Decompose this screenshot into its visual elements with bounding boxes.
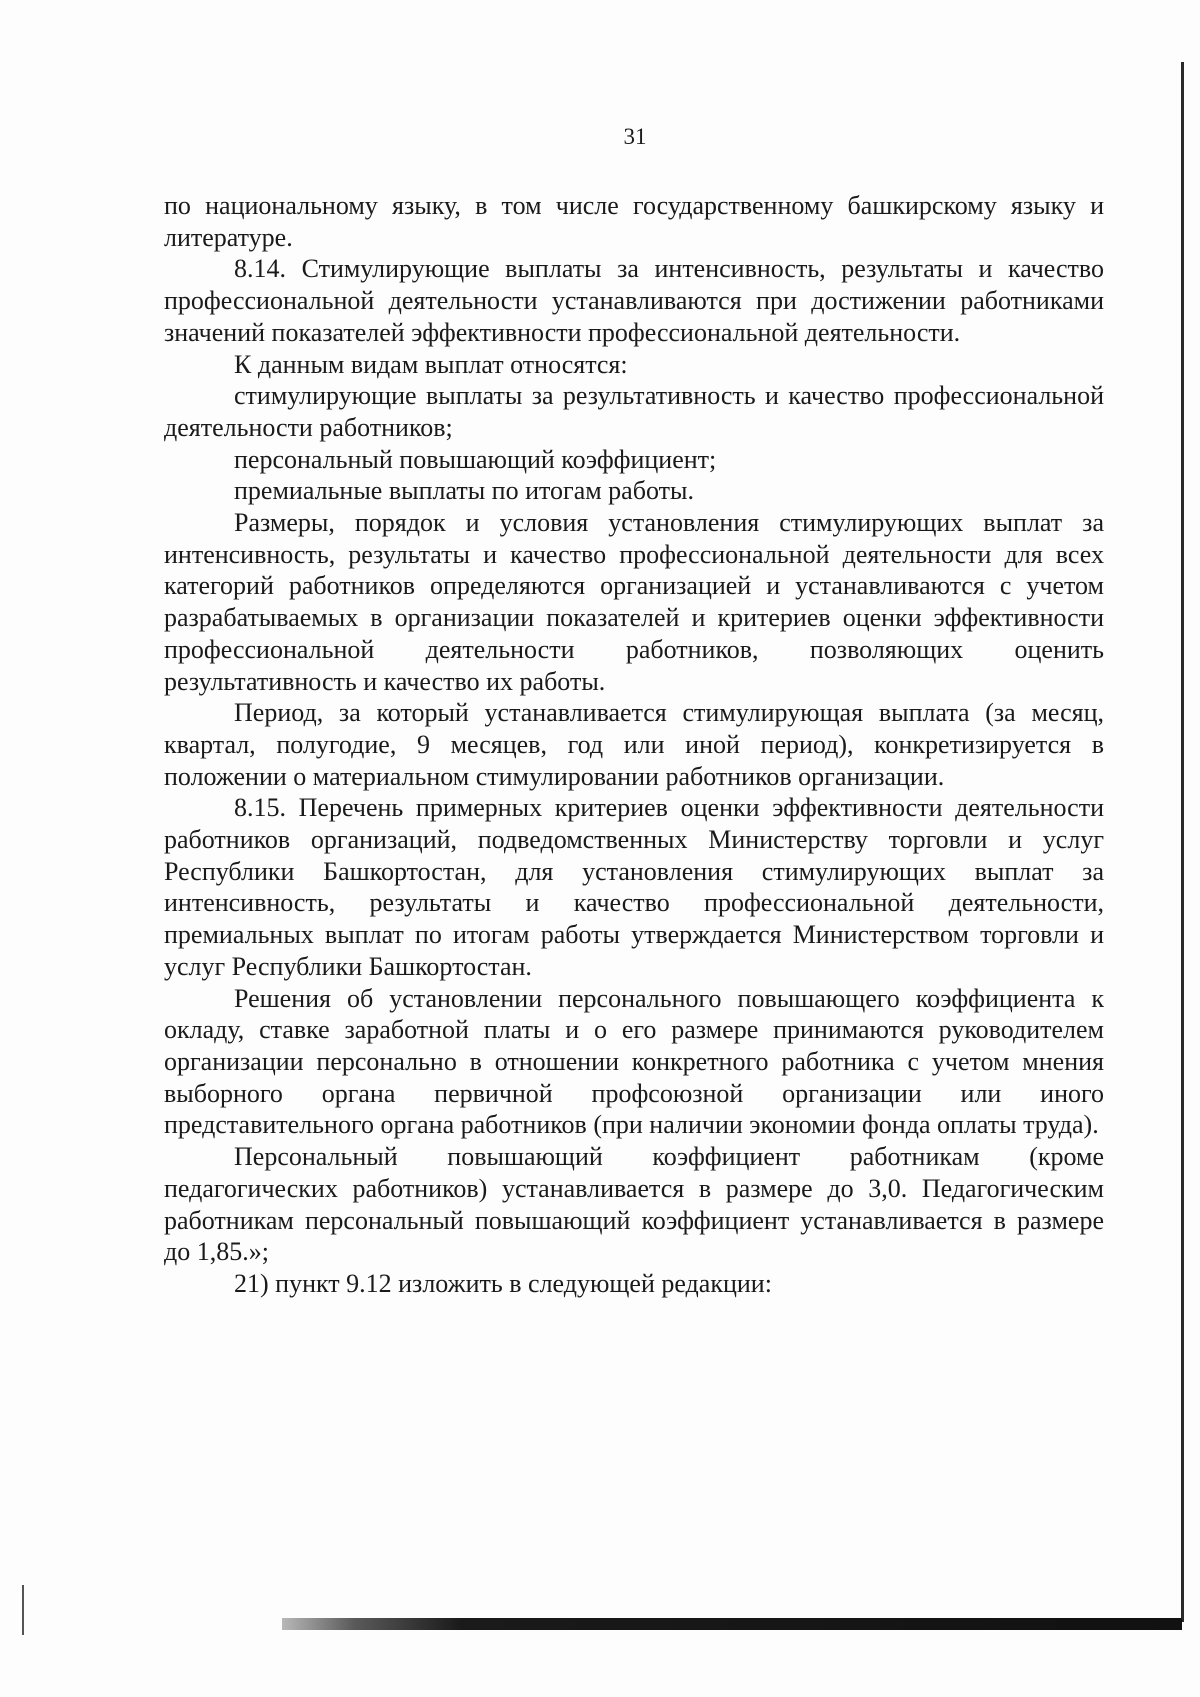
paragraph: Персональный повышающий коэффициент работникам (кроме педагогических работников) устанавливается в размере до 3,0. Педагогическим работникам персональный повышающий коэффициент устанавливается в размере до 1,85.»; [164,1142,1104,1267]
document-body [164,190,1104,1300]
paragraph: 8.14. Стимулирующие выплаты за интенсивность, результаты и качество профессиональной деятельности устанавливаются при достижении работниками значений показателей эффективности профессиональной деятельности. [164,254,1104,347]
paragraph: К данным видам выплат относятся: [234,349,628,379]
paragraph: Решения об установлении персонального повышающего коэффициента к окладу, ставке заработной платы и о его размере принимаются руководителем организации персонально в отношении конкретного работника с учетом мнения выборного органа первичной профсоюзной организации или иного представительного органа работников (при наличии экономии фонда оплаты труда). [164,983,1104,1140]
scan-edge-left [22,1585,24,1635]
paragraph: персональный повышающий коэффициент; [234,444,717,474]
paragraph: Размеры, порядок и условия установления стимулирующих выплат за интенсивность, результаты и качество профессиональной деятельности для всех категорий работников определяются организацией и устанавливаются с учетом разрабатываемых в организации показателей и критериев оценки эффективности профессиональной деятельности работников, позволяющих оценить результативность и качество их работы. [164,508,1104,696]
paragraph: Период, за который устанавливается стимулирующая выплата (за месяц, квартал, полугодие, 9 месяцев, год или иной период), конкретизируется в положении о материальном стимулировании работников организации. [164,698,1104,791]
paragraph: 21) пункт 9.12 изложить в следующей редакции: [234,1268,772,1298]
paragraph: стимулирующие выплаты за результативность и качество профессиональной деятельности работников; [164,381,1104,442]
paragraph: 8.15. Перечень примерных критериев оценки эффективности деятельности работников организаций, подведомственных Министерству торговли и услуг Республики Башкортостан, для установления стимулирующих выплат за интенсивность, результаты и качество профессиональной деятельности, премиальных выплат по итогам работы утверждается Министерством торговли и услуг Республики Башкортостан. [164,793,1104,981]
paragraph: премиальные выплаты по итогам работы. [234,476,694,506]
scan-bottom-bar [282,1618,1182,1630]
page-number: 31 [623,124,647,149]
scan-edge-right [1181,62,1184,1622]
paragraph: по национальному языку, в том числе государственному башкирскому языку и литературе. [164,191,1104,252]
